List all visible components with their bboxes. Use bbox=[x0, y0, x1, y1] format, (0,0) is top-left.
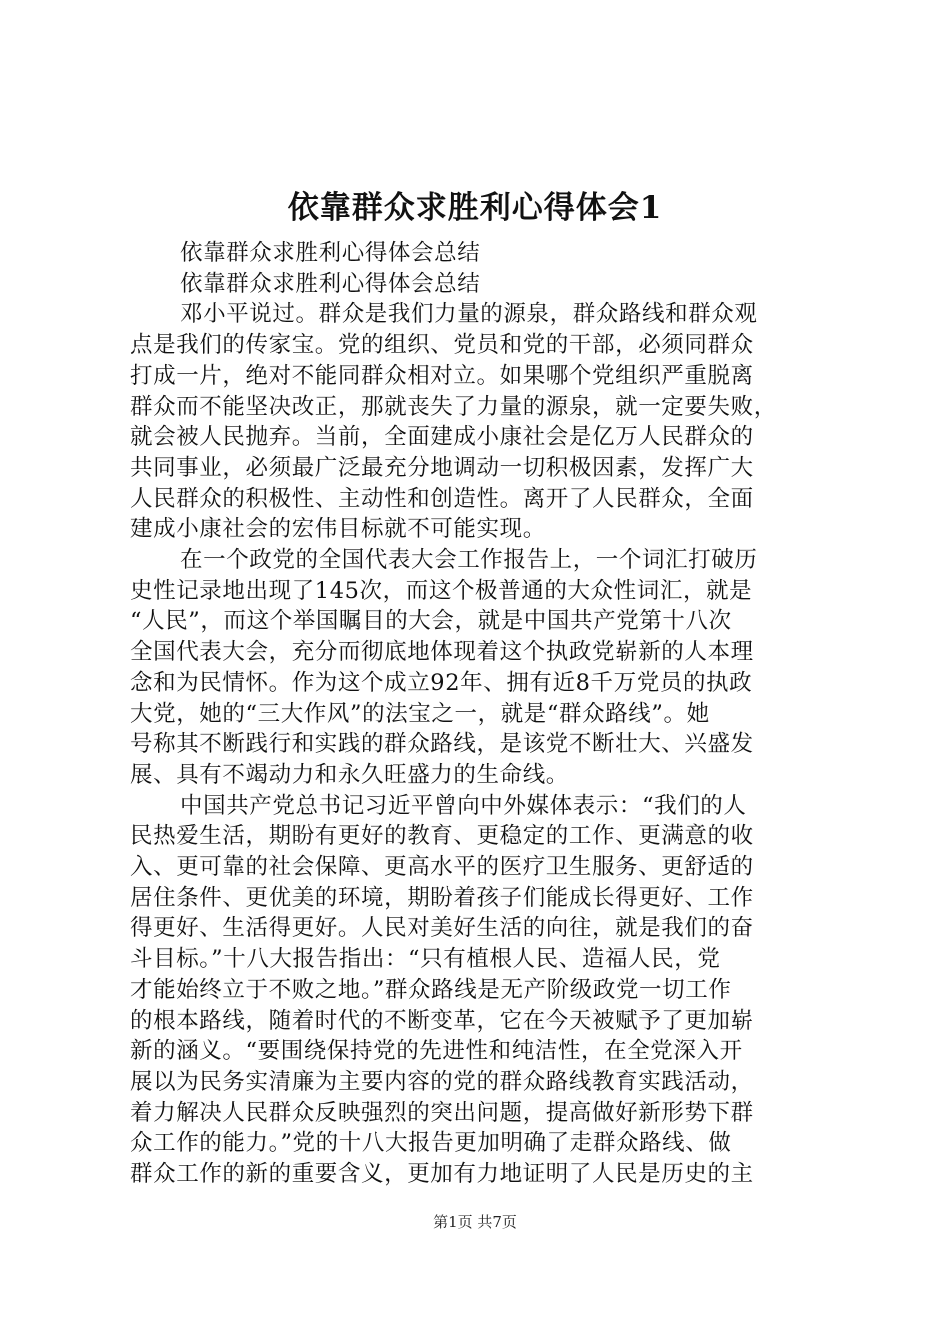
subtitle-line: 依靠群众求胜利心得体会总结 bbox=[180, 240, 481, 266]
paragraph-line: 展、具有不竭动力和永久旺盛力的生命线。 bbox=[130, 761, 569, 788]
paragraph-line: 新的涵义。“要围绕保持党的先进性和纯洁性，在全党深入开 bbox=[130, 1038, 743, 1065]
subtitle-line: 依靠群众求胜利心得体会总结 bbox=[180, 270, 481, 297]
paragraph-line: 入、更可靠的社会保障、更高水平的医疗卫生服务、更舒适的 bbox=[130, 854, 754, 881]
paragraph-line: 民热爱生活，期盼有更好的教育、更稳定的工作、更满意的收 bbox=[130, 823, 754, 850]
paragraph bbox=[130, 791, 830, 1190]
paragraph bbox=[130, 299, 830, 545]
paragraph-line: 群众工作的新的重要含义，更加有力地证明了人民是历史的主 bbox=[130, 1161, 754, 1188]
paragraph-line: 点是我们的传家宝。党的组织、党员和党的干部，必须同群众 bbox=[130, 332, 754, 359]
paragraph-line: 史性记录地出现了145次，而这个极普通的大众性词汇，就是 bbox=[130, 577, 753, 604]
document-title: 依靠群众求胜利心得体会1 bbox=[287, 190, 663, 226]
paragraph-line: 大党，她的“三大作风”的法宝之一，就是“群众路线”。她 bbox=[130, 700, 710, 727]
paragraph-line: 居住条件、更优美的环境，期盼着孩子们能成长得更好、工作 bbox=[130, 884, 754, 911]
paragraph-line: 展以为民务实清廉为主要内容的党的群众路线教育实践活动， bbox=[130, 1068, 754, 1095]
paragraph-line: 建成小康社会的宏伟目标就不可能实现。 bbox=[130, 516, 546, 543]
paragraph bbox=[130, 545, 830, 791]
paragraph-line: 才能始终立于不败之地。”群众路线是无产阶级政党一切工作 bbox=[130, 976, 732, 1003]
paragraph-line: 就会被人民抛弃。当前，全面建成小康社会是亿万人民群众的 bbox=[130, 424, 754, 451]
paragraph-line: 人民群众的积极性、主动性和创造性。离开了人民群众，全面 bbox=[130, 485, 754, 512]
paragraph-line: 共同事业，必须最广泛最充分地调动一切积极因素，发挥广大 bbox=[130, 454, 754, 481]
paragraph-line: 的根本路线，随着时代的不断变革，它在今天被赋予了更加崭 bbox=[130, 1007, 754, 1034]
page-footer: 第1页 共7页 bbox=[433, 1213, 517, 1231]
paragraph-line: 全国代表大会，充分而彻底地体现着这个执政党崭新的人本理 bbox=[130, 639, 754, 666]
paragraph-line: 号称其不断践行和实践的群众路线，是该党不断壮大、兴盛发 bbox=[130, 731, 754, 758]
document-body bbox=[130, 238, 830, 1190]
paragraph-line: 着力解决人民群众反映强烈的突出问题，提高做好新形势下群 bbox=[130, 1099, 754, 1126]
paragraph-line: 邓小平说过。群众是我们力量的源泉，群众路线和群众观 bbox=[180, 301, 758, 328]
paragraph-line: 念和为民情怀。作为这个成立92年、拥有近8千万党员的执政 bbox=[130, 669, 753, 696]
paragraph-line: 斗目标。”十八大报告指出：“只有植根人民、造福人民，党 bbox=[130, 946, 721, 973]
paragraph-line: 众工作的能力。”党的十八大报告更加明确了走群众路线、做 bbox=[130, 1130, 732, 1157]
paragraph-line: 打成一片，绝对不能同群众相对立。如果哪个党组织严重脱离 bbox=[130, 362, 754, 389]
paragraph-line: “人民”，而这个举国瞩目的大会，就是中国共产党第十八次 bbox=[130, 608, 732, 635]
paragraph-line: 得更好、生活得更好。人民对美好生活的向往，就是我们的奋 bbox=[130, 915, 754, 942]
paragraph-line: 在一个政党的全国代表大会工作报告上，一个词汇打破历 bbox=[180, 547, 758, 574]
paragraph-line: 中国共产党总书记习近平曾向中外媒体表示：“我们的人 bbox=[180, 792, 747, 819]
paragraph-line: 群众而不能坚决改正，那就丧失了力量的源泉，就一定要失败， bbox=[130, 393, 777, 420]
